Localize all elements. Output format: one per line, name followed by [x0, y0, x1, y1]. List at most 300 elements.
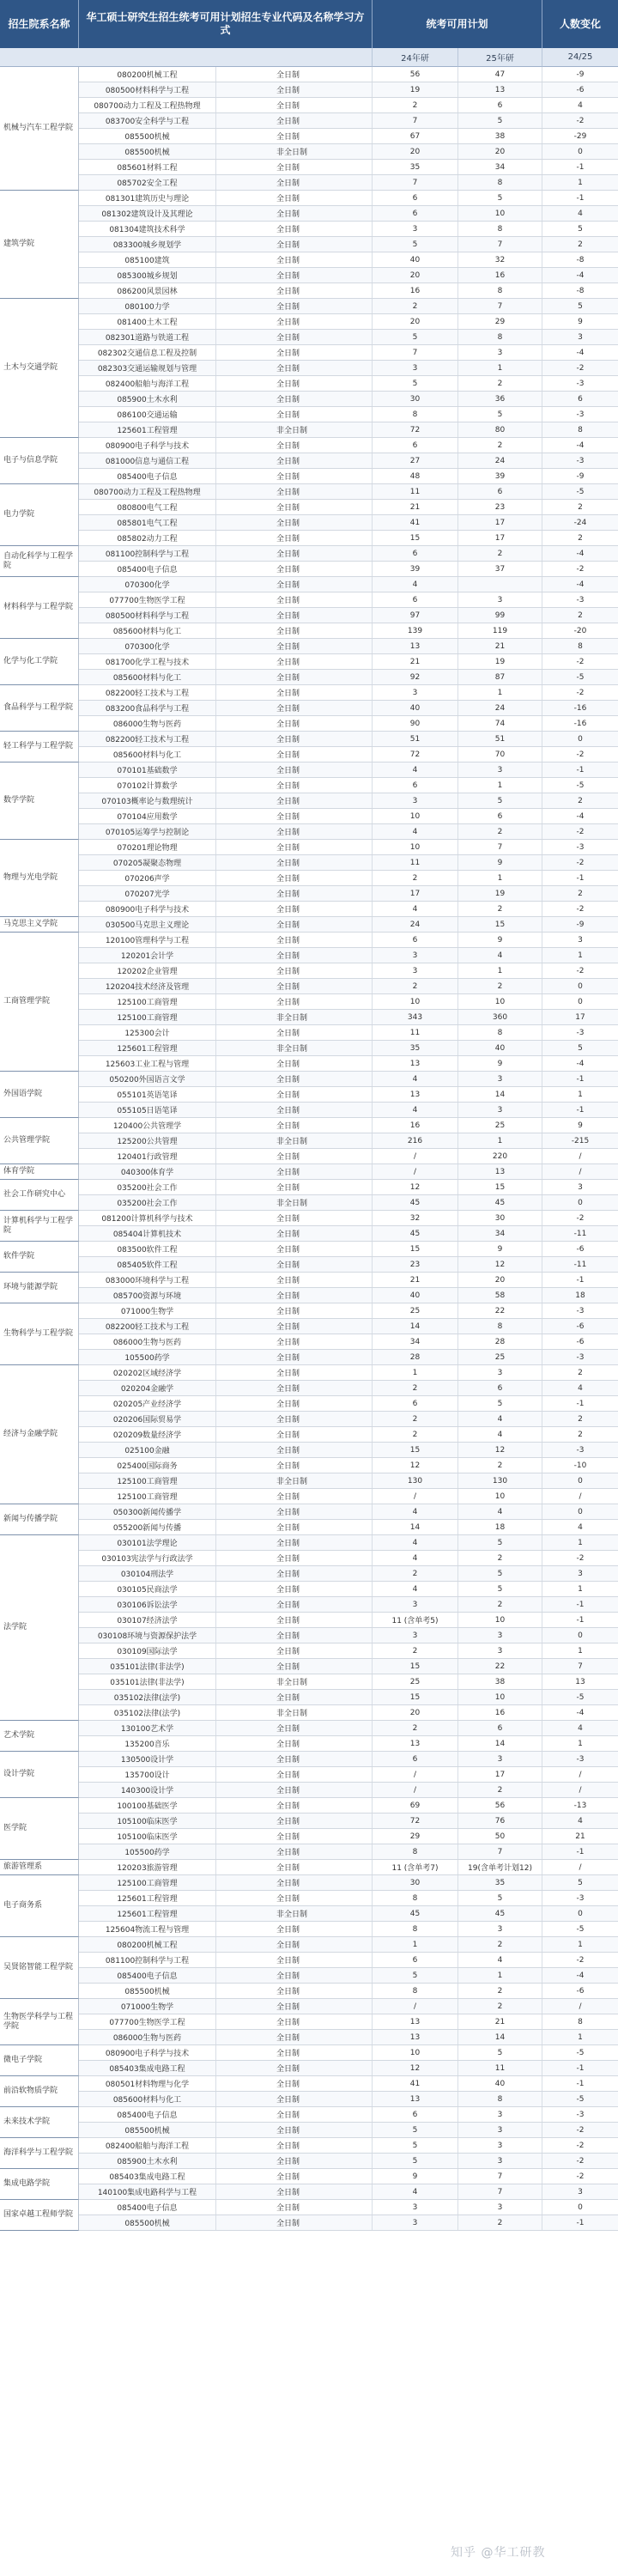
- table-row: [79, 1350, 618, 1365]
- table-row: [79, 592, 618, 608]
- plan-25-cell: 8: [458, 175, 542, 190]
- mode-cell: 全日制: [216, 113, 373, 128]
- plan-25-cell: 119: [458, 623, 542, 638]
- plan-25-cell: 5: [458, 191, 542, 205]
- header-change: 人数变化: [542, 0, 618, 48]
- plan-24-cell: 32: [373, 1211, 458, 1225]
- plan-24-cell: 2: [373, 98, 458, 112]
- plan-24-cell: 2: [373, 1381, 458, 1395]
- plan-24-cell: 6: [373, 592, 458, 607]
- plan-24-cell: 14: [373, 1319, 458, 1334]
- plan-24-cell: 4: [373, 824, 458, 839]
- delta-cell: 2: [578, 1368, 583, 1377]
- delta-cell: -6: [576, 1337, 585, 1346]
- plan-24-cell: 1: [373, 1937, 458, 1952]
- delta-cell: -4: [576, 348, 585, 357]
- delta-cell: 18: [575, 1291, 585, 1300]
- plan-25-cell: 8: [458, 2092, 542, 2106]
- plan-25-cell: 2: [458, 1597, 542, 1612]
- mode-cell: 全日制: [216, 1582, 373, 1596]
- mode-cell: 全日制: [216, 2184, 373, 2199]
- delta-cell: -2: [576, 2141, 585, 2150]
- table-row: [79, 2184, 618, 2200]
- table-row: [79, 840, 618, 855]
- major-cell: 035101法律(非法学): [79, 1674, 216, 1689]
- mode-cell: 全日制: [216, 1381, 373, 1395]
- table-row: [79, 1968, 618, 1984]
- delta-cell: -2: [576, 858, 585, 867]
- major-cell: 080700动力工程及工程热物理: [79, 484, 216, 499]
- plan-25-cell: 14: [458, 1087, 542, 1102]
- mode-cell: 全日制: [216, 1736, 373, 1751]
- mode-cell: 全日制: [216, 654, 373, 669]
- major-cell: 030500马克思主义理论: [79, 917, 216, 932]
- delta-cell: -6: [576, 1321, 585, 1331]
- delta-cell: -13: [573, 1801, 587, 1810]
- major-cell: 081700化学工程与技术: [79, 654, 216, 669]
- college-name: 材料科学与工程学院: [0, 577, 79, 639]
- mode-cell: 全日制: [216, 1999, 373, 2014]
- major-cell: 030108环境与资源保护法学: [79, 1628, 216, 1643]
- college-name: 工商管理学院: [0, 933, 79, 1072]
- plan-25-cell: 74: [458, 716, 542, 731]
- plan-25-cell: 3: [458, 1752, 542, 1766]
- delta-cell: -1: [576, 1074, 585, 1084]
- mode-cell: 全日制: [216, 361, 373, 375]
- plan-24-cell: 7: [373, 175, 458, 190]
- mode-cell: 全日制: [216, 1443, 373, 1457]
- major-cell: 082200轻工技术与工程: [79, 685, 216, 700]
- mode-cell: 全日制: [216, 1334, 373, 1349]
- plan-25-cell: 21: [458, 639, 542, 653]
- mode-cell: 全日制: [216, 1412, 373, 1426]
- delta-cell: 13: [575, 1677, 585, 1686]
- table-row: [79, 716, 618, 732]
- plan-25-cell: 2: [458, 1984, 542, 1998]
- mode-cell: 全日制: [216, 2030, 373, 2044]
- plan-24-cell: 5: [373, 1968, 458, 1983]
- plan-24-cell: 3: [373, 948, 458, 963]
- mode-cell: 全日制: [216, 670, 373, 684]
- plan-25-cell: 4: [458, 1504, 542, 1519]
- mode-cell: 全日制: [216, 1072, 373, 1086]
- mode-cell: 全日制: [216, 2092, 373, 2106]
- delta-cell: -1: [576, 1275, 585, 1285]
- mode-cell: 全日制: [216, 2045, 373, 2060]
- major-cell: 140100集成电路科学与工程: [79, 2184, 216, 2199]
- mode-cell: 全日制: [216, 1303, 373, 1318]
- mode-cell: 全日制: [216, 98, 373, 112]
- mode-cell: 全日制: [216, 1535, 373, 1550]
- table-row: [79, 1566, 618, 1582]
- table-row: [79, 685, 618, 701]
- major-cell: 070105运筹学与控制论: [79, 824, 216, 839]
- mode-cell: 全日制: [216, 1566, 373, 1581]
- major-cell: 030109国际法学: [79, 1643, 216, 1658]
- plan-24-cell: 16: [373, 283, 458, 298]
- major-cell: 020209数量经济学: [79, 1427, 216, 1442]
- plan-25-cell: 2: [458, 2215, 542, 2230]
- delta-cell: -1: [576, 765, 585, 775]
- major-cell: 085500机械: [79, 129, 216, 143]
- table-row: [79, 948, 618, 963]
- major-cell: 085400电子信息: [79, 469, 216, 483]
- delta-cell: 1: [578, 1584, 583, 1594]
- mode-cell: 全日制: [216, 1118, 373, 1133]
- major-cell: 025100金融: [79, 1443, 216, 1457]
- plan-25-cell: 21: [458, 2014, 542, 2029]
- plan-25-cell: 3: [458, 592, 542, 607]
- table-row: [79, 963, 618, 979]
- delta-cell: -4: [576, 270, 585, 280]
- plan-24-cell: 6: [373, 1953, 458, 1967]
- plan-24-cell: 11 (含单考5): [373, 1613, 458, 1627]
- delta-cell: -1: [576, 1399, 585, 1408]
- major-cell: 081200计算机科学与技术: [79, 1211, 216, 1225]
- mode-cell: 全日制: [216, 1087, 373, 1102]
- major-cell: 081100控制科学与工程: [79, 1953, 216, 1967]
- plan-24-cell: 6: [373, 1396, 458, 1411]
- plan-25-cell: 1: [458, 1968, 542, 1983]
- plan-25-cell: 16: [458, 1705, 542, 1720]
- major-cell: 120203旅游管理: [79, 1860, 216, 1874]
- plan-24-cell: /: [373, 1999, 458, 2014]
- college-name: 未来技术学院: [0, 2107, 79, 2138]
- delta-cell: 0: [578, 2202, 583, 2212]
- plan-25-cell: 2: [458, 1999, 542, 2014]
- plan-25-cell: 50: [458, 1829, 542, 1844]
- plan-25-cell: 6: [458, 1721, 542, 1735]
- table-row: [79, 639, 618, 654]
- table-row: [79, 113, 618, 129]
- table-row: [79, 886, 618, 902]
- table-row: [79, 1613, 618, 1628]
- mode-cell: 非全日制: [216, 1473, 373, 1488]
- college-name: 化学与化工学院: [0, 639, 79, 685]
- mode-cell: 全日制: [216, 1551, 373, 1565]
- plan-24-cell: 29: [373, 1829, 458, 1844]
- plan-25-cell: 30: [458, 1211, 542, 1225]
- plan-25-cell: 10: [458, 1489, 542, 1504]
- plan-25-cell: 76: [458, 1814, 542, 1828]
- table-row: [79, 2014, 618, 2030]
- plan-25-cell: 5: [458, 1535, 542, 1550]
- mode-cell: 全日制: [216, 902, 373, 916]
- mode-cell: 全日制: [216, 2076, 373, 2091]
- plan-24-cell: /: [373, 1164, 458, 1179]
- table-row: [79, 1133, 618, 1149]
- delta-cell: -24: [573, 518, 587, 527]
- plan-24-cell: 1: [373, 1365, 458, 1380]
- major-cell: 085405软件工程: [79, 1257, 216, 1272]
- major-cell: 020202区域经济学: [79, 1365, 216, 1380]
- delta-cell: -2: [576, 966, 585, 975]
- plan-25-cell: 1: [458, 361, 542, 375]
- mode-cell: 全日制: [216, 1783, 373, 1797]
- plan-24-cell: 35: [373, 160, 458, 174]
- plan-25-cell: 2: [458, 376, 542, 391]
- plan-24-cell: 11: [373, 484, 458, 499]
- table-row: [79, 1984, 618, 1999]
- table-row: [79, 2123, 618, 2138]
- college-name: 电力学院: [0, 484, 79, 546]
- mode-cell: 全日制: [216, 1643, 373, 1658]
- major-cell: 082400船舶与海洋工程: [79, 2138, 216, 2153]
- plan-25-cell: 8: [458, 1025, 542, 1040]
- plan-25-cell: 70: [458, 747, 542, 762]
- mode-cell: 非全日制: [216, 1041, 373, 1055]
- delta-cell: /: [579, 1785, 582, 1795]
- plan-25-cell: 47: [458, 67, 542, 82]
- plan-25-cell: 38: [458, 129, 542, 143]
- major-cell: 125603工业工程与管理: [79, 1056, 216, 1071]
- plan-24-cell: 40: [373, 252, 458, 267]
- mode-cell: 全日制: [216, 1953, 373, 1967]
- table-row: [79, 871, 618, 886]
- mode-cell: 全日制: [216, 1396, 373, 1411]
- major-cell: 125100工商管理: [79, 994, 216, 1009]
- plan-25-cell: 1: [458, 963, 542, 978]
- college-name: 吴贤铭智能工程学院: [0, 1937, 79, 1999]
- mode-cell: 非全日制: [216, 1906, 373, 1921]
- delta-cell: -5: [576, 487, 585, 496]
- major-cell: 070300化学: [79, 577, 216, 592]
- delta-cell: -8: [576, 286, 585, 295]
- plan-25-cell: 40: [458, 1041, 542, 1055]
- plan-24-cell: 21: [373, 654, 458, 669]
- table-row: [79, 670, 618, 685]
- table-row: [79, 2138, 618, 2154]
- mode-cell: 全日制: [216, 1968, 373, 1983]
- plan-24-cell: 12: [373, 2061, 458, 2075]
- table-row: [79, 1041, 618, 1056]
- plan-25-cell: 3: [458, 1072, 542, 1086]
- plan-25-cell: 3: [458, 2154, 542, 2168]
- delta-cell: 3: [578, 332, 583, 342]
- table-row: [79, 732, 618, 747]
- plan-25-cell: 20: [458, 1273, 542, 1287]
- plan-25-cell: 7: [458, 237, 542, 252]
- table-row: [79, 1412, 618, 1427]
- table-row: [79, 1427, 618, 1443]
- delta-cell: -3: [576, 410, 585, 419]
- plan-24-cell: 2: [373, 871, 458, 885]
- plan-24-cell: 5: [373, 2123, 458, 2137]
- table-row: [79, 2200, 618, 2215]
- table-row: [79, 2215, 618, 2231]
- plan-25-cell: 14: [458, 1736, 542, 1751]
- mode-cell: 全日制: [216, 376, 373, 391]
- delta-cell: 2: [578, 611, 583, 620]
- plan-25-cell: 1: [458, 685, 542, 700]
- major-cell: 035102法律(法学): [79, 1705, 216, 1720]
- plan-25-cell: 3: [458, 1628, 542, 1643]
- plan-25-cell: 7: [458, 299, 542, 313]
- plan-25-cell: 4: [458, 948, 542, 963]
- plan-24-cell: 4: [373, 1535, 458, 1550]
- table-row: [79, 1628, 618, 1643]
- plan-24-cell: 21: [373, 500, 458, 514]
- delta-cell: -3: [576, 2110, 585, 2119]
- plan-24-cell: 4: [373, 2184, 458, 2199]
- delta-cell: -3: [576, 595, 585, 605]
- plan-24-cell: 20: [373, 268, 458, 283]
- plan-24-cell: 216: [373, 1133, 458, 1148]
- plan-24-cell: 41: [373, 2076, 458, 2091]
- plan-24-cell: 8: [373, 1844, 458, 1859]
- table-row: [79, 2061, 618, 2076]
- table-row: [79, 438, 618, 453]
- major-cell: 082200轻工技术与工程: [79, 732, 216, 746]
- plan-25-cell: 51: [458, 732, 542, 746]
- mode-cell: 全日制: [216, 1288, 373, 1303]
- plan-25-cell: 17: [458, 1767, 542, 1782]
- mode-cell: 全日制: [216, 592, 373, 607]
- plan-24-cell: 6: [373, 546, 458, 561]
- major-cell: 083000环境科学与工程: [79, 1273, 216, 1287]
- mode-cell: 全日制: [216, 824, 373, 839]
- delta-cell: -2: [576, 904, 585, 914]
- table-row: [79, 1674, 618, 1690]
- major-cell: 085700资源与环境: [79, 1288, 216, 1303]
- delta-cell: -1: [576, 162, 585, 172]
- delta-cell: -3: [576, 1028, 585, 1037]
- mode-cell: 全日制: [216, 1752, 373, 1766]
- plan-25-cell: 34: [458, 1226, 542, 1241]
- mode-cell: 全日制: [216, 2014, 373, 2029]
- major-cell: 085403集成电路工程: [79, 2169, 216, 2184]
- table-row: [79, 1705, 618, 1721]
- mode-cell: 全日制: [216, 206, 373, 221]
- plan-25-cell: 10: [458, 1613, 542, 1627]
- table-row: [79, 1953, 618, 1968]
- plan-24-cell: /: [373, 1489, 458, 1504]
- delta-cell: 0: [578, 1631, 583, 1640]
- mode-cell: 全日制: [216, 886, 373, 901]
- table-row: [79, 1010, 618, 1025]
- plan-25-cell: 36: [458, 392, 542, 406]
- plan-24-cell: 40: [373, 1288, 458, 1303]
- plan-24-cell: 8: [373, 1891, 458, 1905]
- delta-cell: 0: [578, 1507, 583, 1516]
- major-cell: 120201会计学: [79, 948, 216, 963]
- plan-24-cell: 13: [373, 2014, 458, 2029]
- table-row: [79, 1844, 618, 1860]
- plan-25-cell: 24: [458, 701, 542, 715]
- plan-24-cell: 3: [373, 685, 458, 700]
- plan-24-cell: 30: [373, 1875, 458, 1890]
- table-row: [79, 1535, 618, 1551]
- plan-24-cell: 19: [373, 82, 458, 97]
- plan-25-cell: 11: [458, 2061, 542, 2075]
- delta-cell: -4: [576, 1971, 585, 1980]
- major-cell: 030101法学理论: [79, 1535, 216, 1550]
- mode-cell: 全日制: [216, 438, 373, 453]
- delta-cell: -2: [576, 657, 585, 666]
- delta-cell: -2: [576, 1553, 585, 1563]
- plan-24-cell: 13: [373, 1736, 458, 1751]
- plan-24-cell: 15: [373, 1690, 458, 1704]
- college-name: 经济与金融学院: [0, 1365, 79, 1504]
- mode-cell: 全日制: [216, 2138, 373, 2153]
- major-cell: 082301道路与铁道工程: [79, 330, 216, 344]
- table-row: [79, 515, 618, 531]
- plan-24-cell: 45: [373, 1226, 458, 1241]
- plan-25-cell: 1: [458, 1133, 542, 1148]
- mode-cell: 全日制: [216, 855, 373, 870]
- delta-cell: -6: [576, 85, 585, 94]
- table-row: [79, 531, 618, 546]
- delta-cell: /: [579, 1167, 582, 1176]
- plan-24-cell: 10: [373, 994, 458, 1009]
- delta-cell: /: [579, 1492, 582, 1501]
- college-name: 生物科学与工程学院: [0, 1303, 79, 1365]
- major-cell: 120401行政管理: [79, 1149, 216, 1163]
- plan-25-cell: 2: [458, 824, 542, 839]
- table-row: [79, 160, 618, 175]
- plan-25-cell: 5: [458, 1396, 542, 1411]
- college-name: 艺术学院: [0, 1721, 79, 1752]
- plan-24-cell: 12: [373, 1180, 458, 1194]
- major-cell: 081304建筑技术科学: [79, 222, 216, 236]
- plan-24-cell: 6: [373, 1752, 458, 1766]
- plan-25-cell: 3: [458, 762, 542, 777]
- plan-25-cell: 29: [458, 314, 542, 329]
- major-cell: 077700生物医学工程: [79, 2014, 216, 2029]
- major-cell: 135700设计: [79, 1767, 216, 1782]
- table-row: [79, 422, 618, 438]
- college-name: 生物医学科学与工程学院: [0, 1999, 79, 2045]
- plan-25-cell: 13: [458, 82, 542, 97]
- mode-cell: 全日制: [216, 1164, 373, 1179]
- plan-25-cell: 45: [458, 1195, 542, 1210]
- college-name: 轻工科学与工程学院: [0, 732, 79, 762]
- delta-cell: -3: [576, 842, 585, 852]
- mode-cell: 全日制: [216, 2154, 373, 2168]
- table-row: [79, 2030, 618, 2045]
- major-cell: 050300新闻传播学: [79, 1504, 216, 1519]
- delta-cell: -3: [576, 456, 585, 465]
- subheader-blank: [0, 48, 373, 67]
- delta-cell: 3: [578, 1182, 583, 1192]
- plan-24-cell: /: [373, 1149, 458, 1163]
- mode-cell: 全日制: [216, 1767, 373, 1782]
- table-row: [79, 1087, 618, 1103]
- plan-24-cell: 6: [373, 191, 458, 205]
- plan-25-cell: 22: [458, 1303, 542, 1318]
- table-row: [79, 1922, 618, 1937]
- mode-cell: 全日制: [216, 1504, 373, 1519]
- plan-24-cell: 4: [373, 1504, 458, 1519]
- mode-cell: 全日制: [216, 963, 373, 978]
- major-cell: 125604物流工程与管理: [79, 1922, 216, 1936]
- delta-cell: 4: [578, 1816, 583, 1826]
- mode-cell: 全日制: [216, 1520, 373, 1534]
- plan-25-cell: 28: [458, 1334, 542, 1349]
- mode-cell: 全日制: [216, 623, 373, 638]
- plan-24-cell: 51: [373, 732, 458, 746]
- mode-cell: 全日制: [216, 1891, 373, 1905]
- plan-24-cell: 13: [373, 2092, 458, 2106]
- table-row: [79, 1396, 618, 1412]
- delta-cell: -5: [576, 1924, 585, 1934]
- delta-cell: -215: [571, 1136, 590, 1145]
- mode-cell: 全日制: [216, 1844, 373, 1859]
- table-row: [79, 453, 618, 469]
- delta-cell: 4: [578, 1723, 583, 1733]
- plan-24-cell: 34: [373, 1334, 458, 1349]
- table-row: [79, 268, 618, 283]
